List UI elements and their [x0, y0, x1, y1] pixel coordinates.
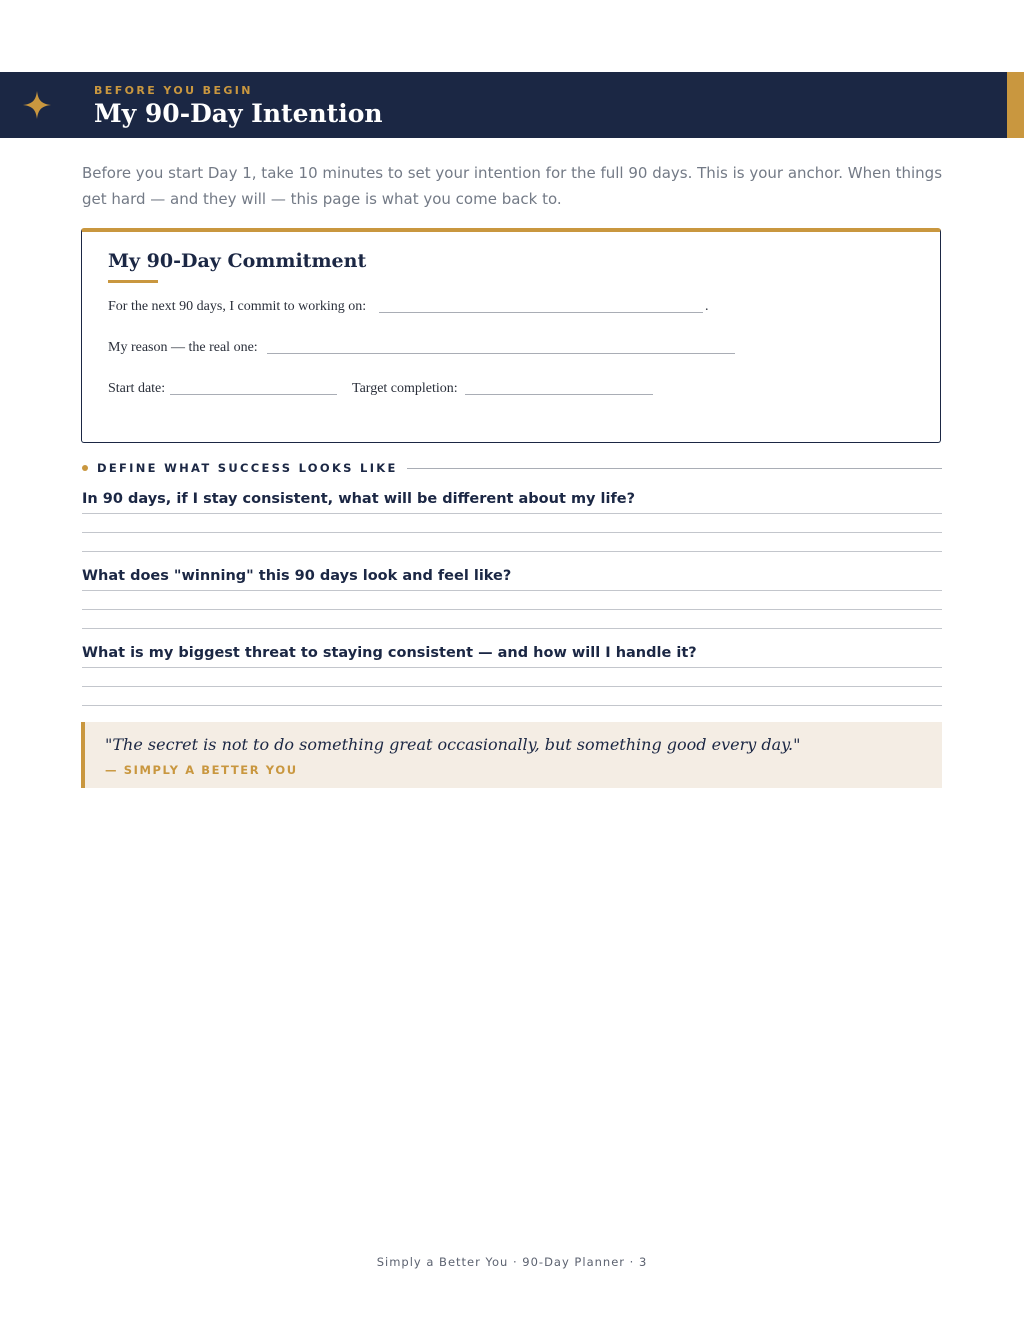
commit-label: For the next 90 days, I commit to working on:: [108, 299, 367, 314]
reason-field[interactable]: [267, 353, 735, 354]
start-date-field[interactable]: [170, 394, 337, 395]
answer-line[interactable]: [82, 667, 942, 668]
commitment-card: [81, 228, 941, 443]
quote-box: [81, 722, 942, 788]
header-accent-bar: [1007, 72, 1024, 138]
answer-line[interactable]: [82, 513, 942, 514]
eyebrow-label: BEFORE YOU BEGIN: [94, 84, 253, 97]
answer-line[interactable]: [82, 705, 942, 706]
card-title-underline: [108, 280, 158, 283]
page-footer: Simply a Better You · 90-Day Planner · 3: [376, 1255, 648, 1269]
section-divider: [407, 468, 942, 469]
commit-field[interactable]: [379, 312, 703, 313]
answer-line[interactable]: [82, 686, 942, 687]
four-point-star-icon: [22, 90, 52, 120]
section-bullet: [82, 465, 88, 471]
target-completion-field[interactable]: [465, 394, 653, 395]
section-heading: DEFINE WHAT SUCCESS LOOKS LIKE: [97, 461, 398, 475]
answer-line[interactable]: [82, 532, 942, 533]
reason-label: My reason — the real one:: [108, 340, 258, 355]
start-date-label: Start date:: [108, 381, 166, 396]
target-completion-label: Target completion:: [352, 381, 458, 396]
page-title: My 90-Day Intention: [94, 99, 383, 128]
answer-line[interactable]: [82, 551, 942, 552]
card-title: My 90-Day Commitment: [108, 250, 367, 272]
intro-paragraph: Before you start Day 1, take 10 minutes to set your intention for the full 90 days. This is your anchor. When things get hard — and they will — this page is what you come back to.: [82, 164, 943, 208]
question-3: What is my biggest threat to staying consistent — and how will I handle it?: [82, 645, 697, 661]
question-2: What does "winning" this 90 days look and feel like?: [82, 568, 512, 584]
answer-line[interactable]: [82, 609, 942, 610]
commit-period: .: [705, 299, 709, 314]
answer-line[interactable]: [82, 590, 942, 591]
quote-attribution: — SIMPLY A BETTER YOU: [105, 763, 298, 777]
quote-text: "The secret is not to do something great occasionally, but something good every day.": [105, 735, 801, 754]
question-1: In 90 days, if I stay consistent, what will be different about my life?: [82, 491, 636, 507]
answer-line[interactable]: [82, 628, 942, 629]
